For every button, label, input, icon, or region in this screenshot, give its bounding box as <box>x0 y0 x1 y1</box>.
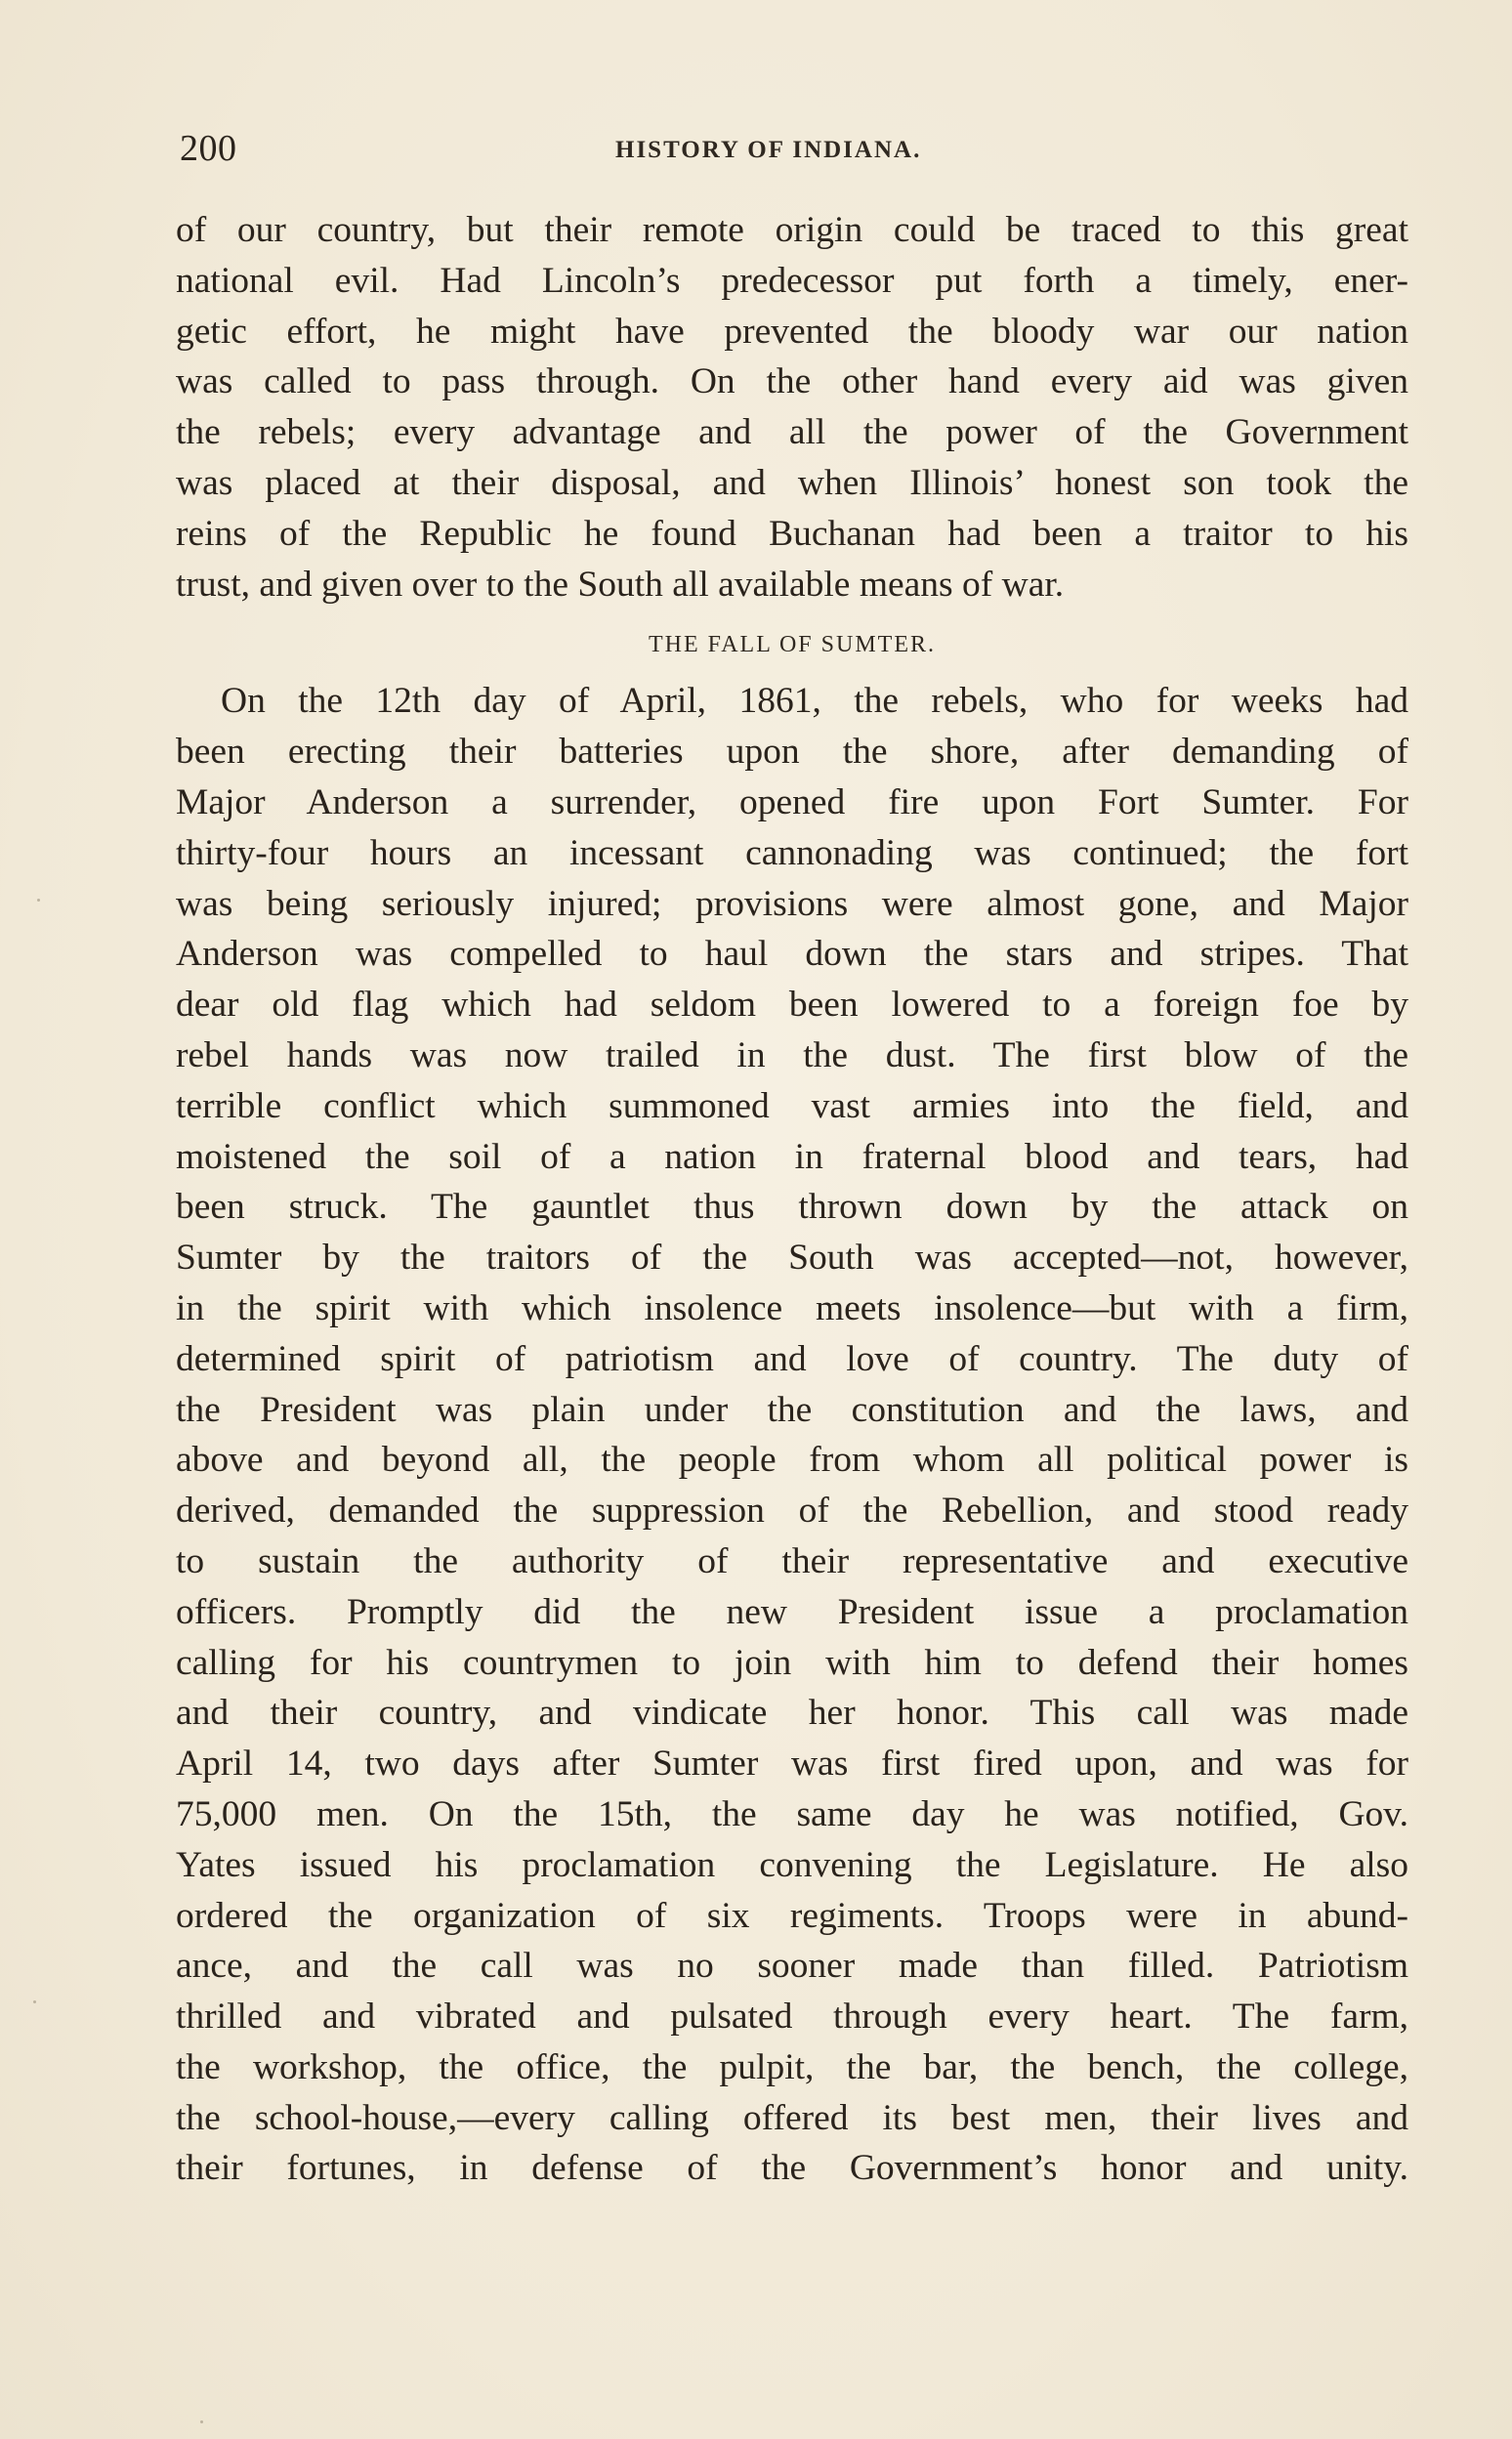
text-line: in the spirit with which insolence meets insolence—but with a firm, <box>176 1287 1408 1328</box>
text-line: above and beyond all, the people from whom all political power is <box>176 1440 1408 1481</box>
text-line: dear old flag which had seldom been lowered to a foreign foe by <box>176 985 1408 1026</box>
text-line: terrible conflict which summoned vast armies into the field, and <box>176 1085 1408 1126</box>
text-line: reins of the Republic he found Buchanan had been a traitor to his <box>176 513 1408 554</box>
text-line: thrilled and vibrated and pulsated through every heart. The farm, <box>176 1997 1408 2038</box>
text-line: to sustain the authority of their representative and executive <box>176 1540 1408 1581</box>
text-line: getic effort, he might have prevented the bloody war our nation <box>176 311 1408 352</box>
text-line: rebel hands was now trailed in the dust. The first blow of the <box>176 1034 1408 1075</box>
running-head: HISTORY OF INDIANA. <box>615 137 922 163</box>
page-number: 200 <box>180 128 237 169</box>
text-line: the school-house,—every calling offered its best men, their lives and <box>176 2097 1408 2138</box>
text-line: 75,000 men. On the 15th, the same day he was notified, Gov. <box>176 1793 1408 1834</box>
text-line: was placed at their disposal, and when Illinois’ honest son took the <box>176 462 1408 503</box>
text-line: the President was plain under the constitution and the laws, and <box>176 1389 1408 1430</box>
paragraph-continuation <box>176 205 1408 610</box>
text-line: ance, and the call was no sooner made than filled. Patriotism <box>176 1946 1408 1987</box>
text-line: trust, and given over to the South all available means of war. <box>176 564 1065 605</box>
text-line: thirty-four hours an incessant cannonading was continued; the fort <box>176 832 1408 873</box>
text-line: officers. Promptly did the new President issue a proclamation <box>176 1591 1408 1632</box>
text-line: was being seriously injured; provisions were almost gone, and Major <box>176 883 1408 924</box>
text-line: was called to pass through. On the other hand every aid was given <box>176 361 1408 402</box>
paper-speck <box>200 2420 203 2423</box>
paper-speck <box>33 2000 36 2003</box>
text-line: Sumter by the traitors of the South was accepted—not, however, <box>176 1238 1408 1279</box>
page-header <box>180 127 1401 176</box>
text-line: Yates issued his proclamation convening the Legislature. He also <box>176 1844 1408 1885</box>
text-line: their fortunes, in defense of the Government’s honor and unity. <box>176 2148 1408 2189</box>
text-line: calling for his countrymen to join with him to defend their homes <box>176 1642 1408 1683</box>
text-line: the workshop, the office, the pulpit, the bar, the bench, the college, <box>176 2046 1408 2087</box>
text-line: the rebels; every advantage and all the power of the Government <box>176 412 1408 453</box>
text-line: been struck. The gauntlet thus thrown down by the attack on <box>176 1187 1408 1228</box>
section-heading: THE FALL OF SUMTER. <box>648 632 936 658</box>
text-line: Anderson was compelled to haul down the stars and stripes. That <box>176 934 1408 975</box>
body-text <box>176 205 1408 2194</box>
text-line: ordered the organization of six regiments. Troops were in abund- <box>176 1895 1408 1936</box>
paper-speck <box>37 899 40 902</box>
text-line: of our country, but their remote origin could be traced to this great <box>176 210 1408 250</box>
text-line: April 14, two days after Sumter was first fired upon, and was for <box>176 1744 1408 1785</box>
text-line: and their country, and vindicate her honor. This call was made <box>176 1693 1408 1734</box>
paragraph-fall-of-sumter <box>176 676 1408 2194</box>
text-line: Major Anderson a surrender, opened fire upon Fort Sumter. For <box>176 781 1408 822</box>
text-line: derived, demanded the suppression of the Rebellion, and stood ready <box>176 1491 1408 1532</box>
text-line: national evil. Had Lincoln’s predecessor put forth a timely, ener- <box>176 260 1408 301</box>
text-line: been erecting their batteries upon the shore, after demanding of <box>176 732 1408 773</box>
text-line: determined spirit of patriotism and love of country. The duty of <box>176 1338 1408 1379</box>
text-line: On the 12th day of April, 1861, the rebels, who for weeks had <box>221 681 1408 722</box>
text-line: moistened the soil of a nation in fraternal blood and tears, had <box>176 1136 1408 1177</box>
